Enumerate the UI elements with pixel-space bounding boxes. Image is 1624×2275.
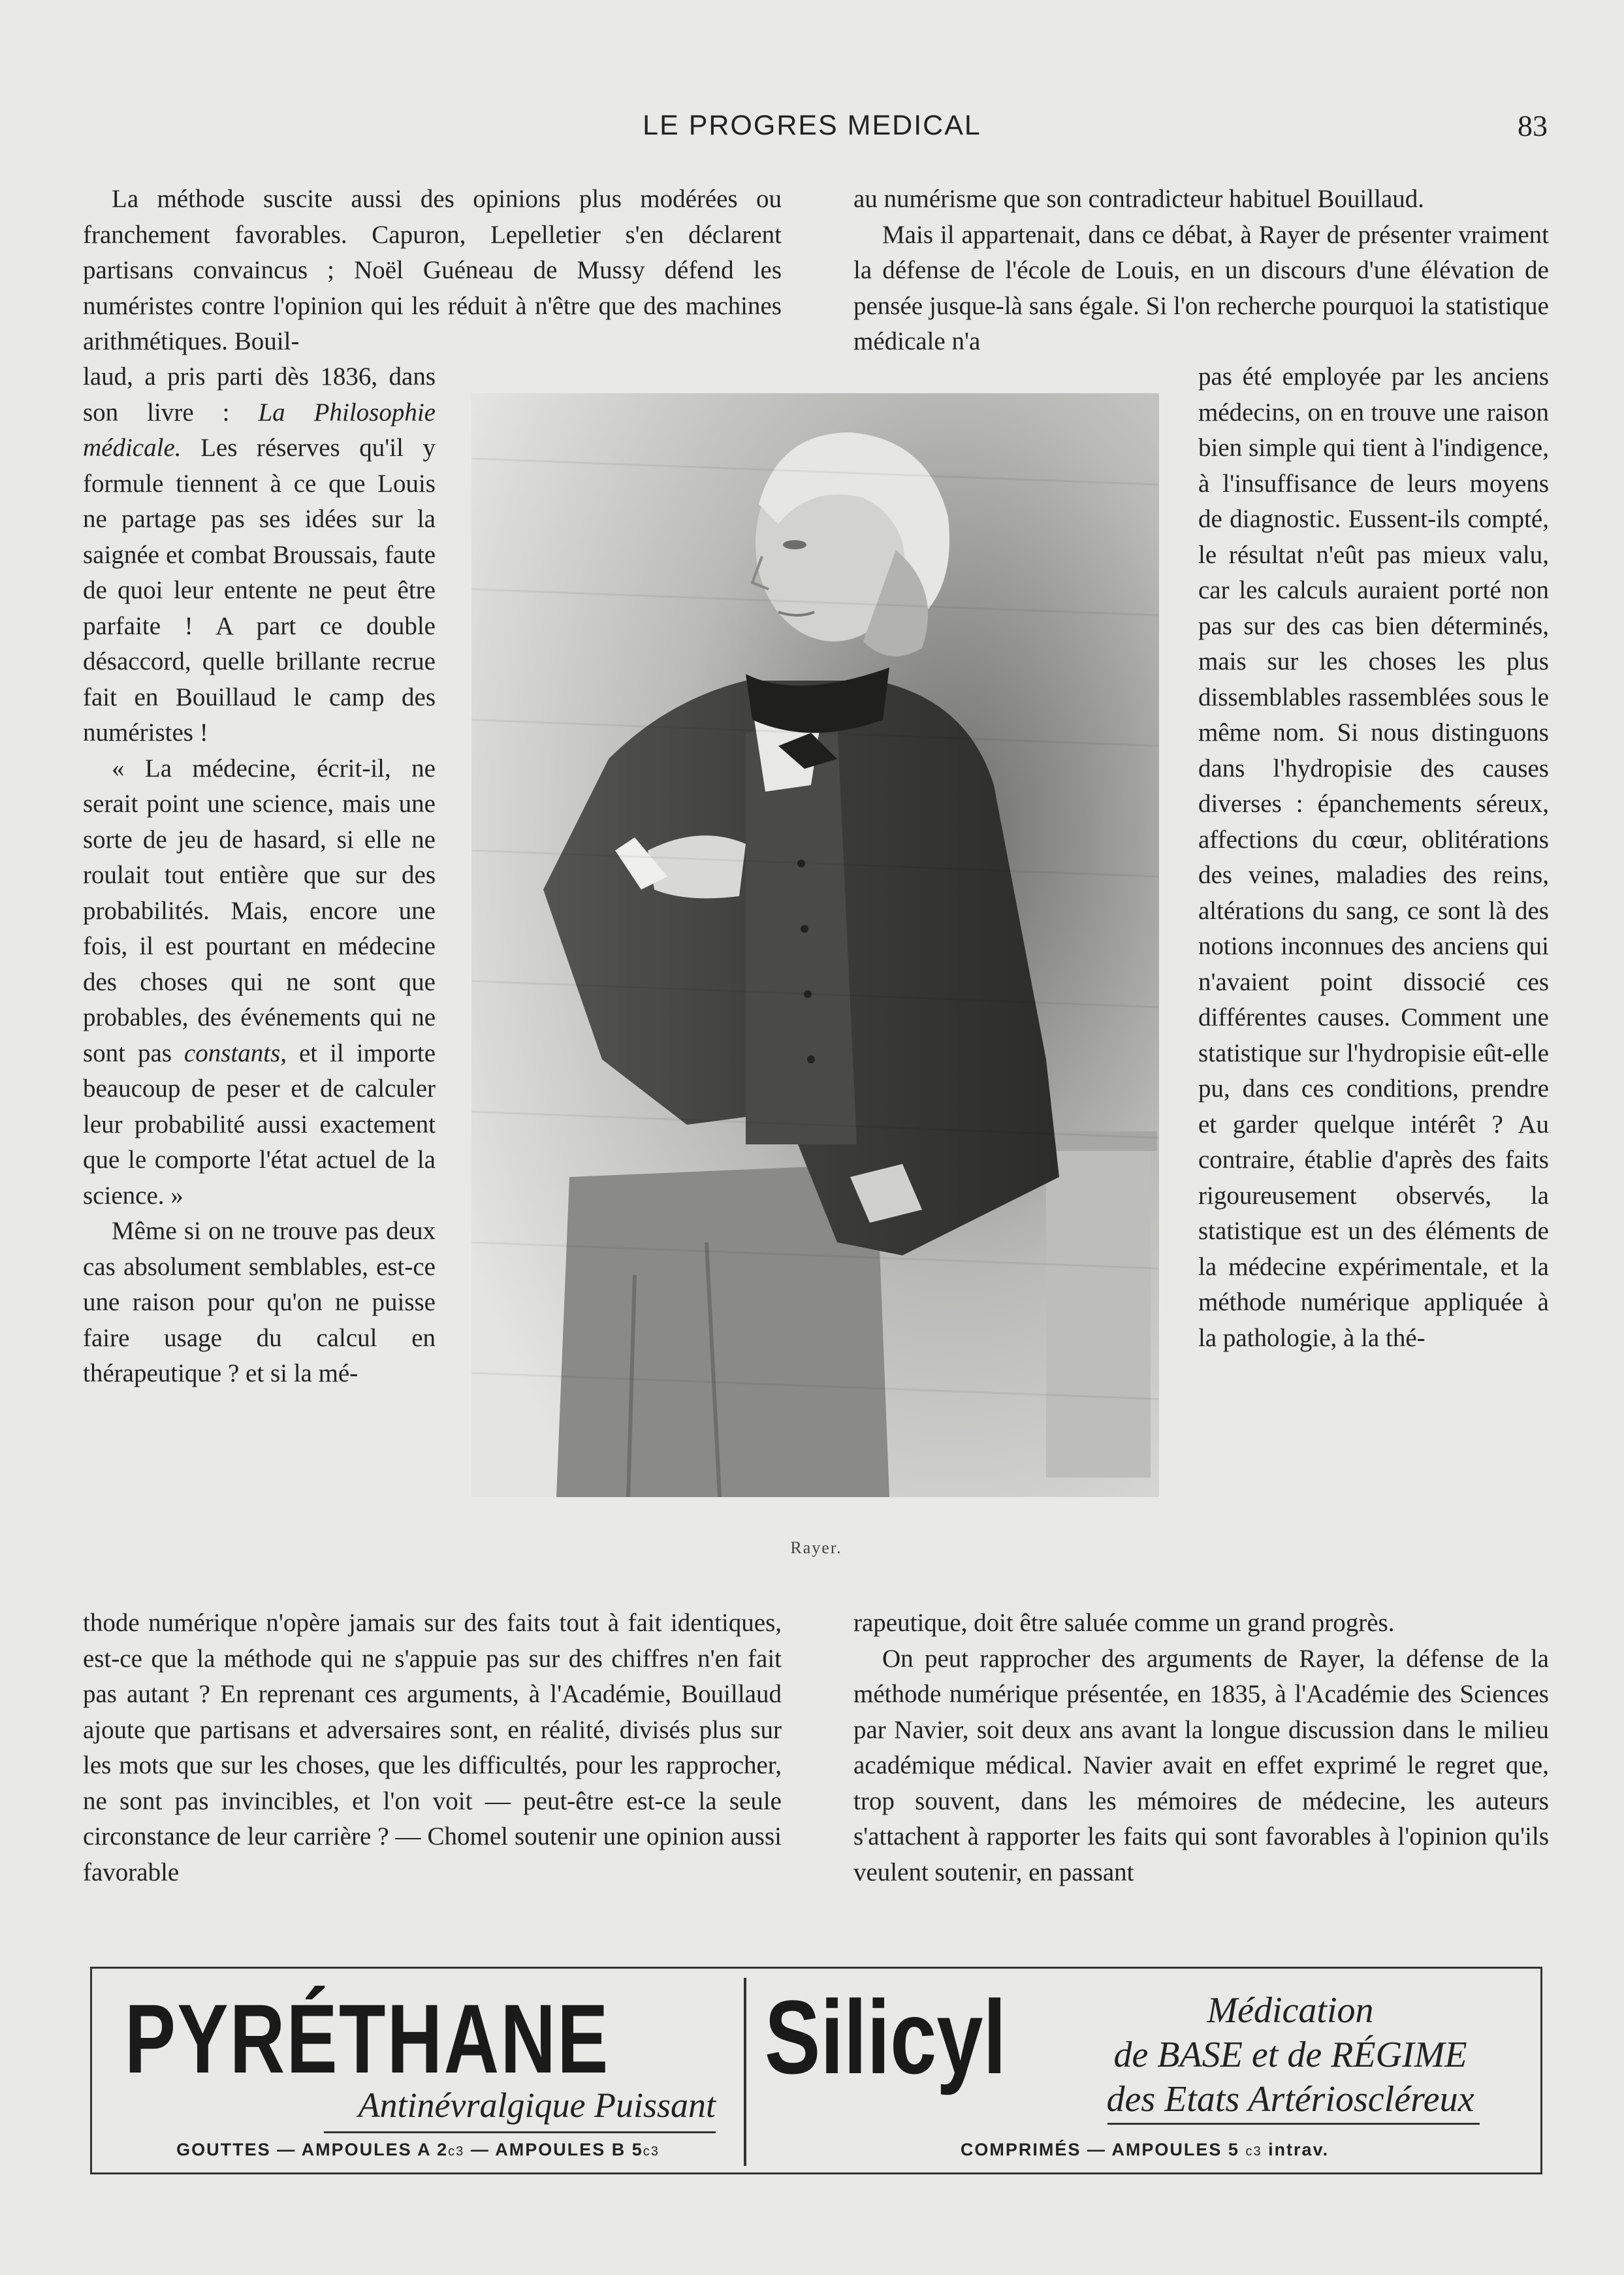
- silicyl-forms: COMPRIMÉS — AMPOULES 5 c3 intrav.: [960, 2140, 1329, 2159]
- left-column-bottom: [83, 1605, 782, 1890]
- running-title: LE PROGRES MEDICAL: [643, 110, 981, 141]
- silicyl-description: Médication de BASE et de RÉGIME des Etats Artérioscléreux: [1106, 1990, 1474, 2120]
- paragraph: Mais il appartenait, dans ce débat, à Rayer de présenter vraiment la défense de l'école de Louis, en un discours d'une élévation de pensée jusque-là sans égale. Si l'on recherche pourquoi la statistique médicale n'a: [853, 220, 1549, 355]
- rule: [324, 2131, 716, 2133]
- right-column-wrapped: [1198, 359, 1549, 1356]
- advertisement-box: [90, 1967, 1542, 2174]
- paragraph: pas été employée par les anciens médecins, on en trouve une raison bien simple qui tient à l'indigence, à l'insuffisance de leurs moyens de diagnostic. Eussent-ils compté, le résultat n'eût pas mieux valu, car les calculs auraient porté non pas sur des cas bien déterminés, mais sur les choses les plus dissemblables rassemblées sous le même nom. Si nous distinguons dans l'hydropisie des causes diverses : épanchements séreux, affections du cœur, oblitérations des veines, maladies des reins, altérations du sang, ce sont là des notions inconnues des anciens qui n'avaient point dissocié ces différentes causes. Comment une statistique sur l'hydropisie eût-elle pu, dans ces conditions, prendre et garder quelque intérêt ? Au contraire, établie d'après des faits rigoureusement observés, la statistique est un des éléments de la médecine expérimentale, et la méthode numérique appliquée à la pathologie, à la thé-: [1198, 363, 1549, 1352]
- pyrethane-tagline: Antinévralgique Puissant: [358, 2086, 716, 2125]
- portrait-image: [471, 393, 1159, 1497]
- portrait-illustration: [471, 393, 1159, 1497]
- quotation-paragraph: « La médecine, écrit-il, ne serait point une science, mais une sorte de jeu de hasard, si elle ne roulait tout entière que sur des probabilités. Mais, encore une fois, il est pourtant en médecine des choses qui ne sont que probables, des événements qui ne sont pas constants, et il importe beaucoup de peser et de calculer leur probabilité aussi exactement que le comporte l'état actuel de la science. »: [83, 754, 436, 1210]
- paragraph: On peut rapprocher des arguments de Rayer, la défense de la méthode numérique présentée, en 1835, à l'Académie des Sciences par Navier, soit deux ans avant la longue discussion dans le milieu académique médical. Navier avait en effet exprimé le regret que, trop souvent, dans les mémoires de médecine, les auteurs s'attachent à rapporter les faits qui sont favorables à l'opinion qu'ils veulent soutenir, en passant: [853, 1644, 1549, 1886]
- right-column-top: [853, 182, 1549, 360]
- book-title: La Philosophie médicale.: [83, 398, 436, 462]
- paragraph: thode numérique n'opère jamais sur des faits tout à fait identiques, est-ce que la méthode qui ne s'appuie pas sur des chiffres n'en fait pas autant ? En reprenant ces arguments, à l'Académie, Bouillaud ajoute que partisans et adversaires sont, en réalité, divisés plus sur les mots que sur les choses, que les difficultés, pour les rapprocher, ne sont pas invincibles, et l'on voit — peut-être est-ce la seule circonstance de leur carrière ? — Chomel soutenir une opinion aussi favorable: [83, 1609, 782, 1886]
- divider: [744, 1978, 746, 2166]
- emphasis: constants,: [183, 1039, 287, 1067]
- figure-caption: Rayer.: [790, 1538, 842, 1557]
- paragraph: Même si on ne trouve pas deux cas absolument semblables, est-ce une raison pour qu'on ne puisse faire usage du calcul en thérapeutique ? et si la mé-: [83, 1217, 436, 1387]
- pyrethane-forms: GOUTTES — AMPOULES A 2c3 — AMPOULES B 5c3: [176, 2140, 660, 2159]
- right-column-bottom: [853, 1605, 1549, 1890]
- rule: [1107, 2123, 1480, 2125]
- paragraph: laud, a pris parti dès 1836, dans son livre : La Philosophie médicale. Les réserves qu'il y formule tiennent à ce que Louis ne partage pas ses idées sur la saignée et combat Broussais, faute de quoi leur entente ne peut être parfaite ! A part ce double désaccord, quelle brillante recrue fait en Bouillaud le camp des numéristes !: [83, 363, 436, 747]
- paragraph: La méthode suscite aussi des opinions plus modérées ou franchement favorables. Capuron, Lepelletier s'en déclarent partisans convaincus ; Noël Guéneau de Mussy défend les numéristes contre l'opinion qui les réduit à n'être que des machines arithmétiques. Bouil-: [83, 185, 782, 355]
- paragraph: rapeutique, doit être saluée comme un grand progrès.: [853, 1609, 1395, 1637]
- paragraph: au numérisme que son contradicteur habituel Bouillaud.: [853, 185, 1425, 213]
- page-number: 83: [1518, 109, 1548, 142]
- pyrethane-brand: PYRÉTHANE: [125, 1984, 610, 2093]
- silicyl-brand: Silicyl: [765, 1978, 1006, 2095]
- left-column-top: [83, 182, 782, 360]
- left-column-wrapped: [83, 359, 436, 1392]
